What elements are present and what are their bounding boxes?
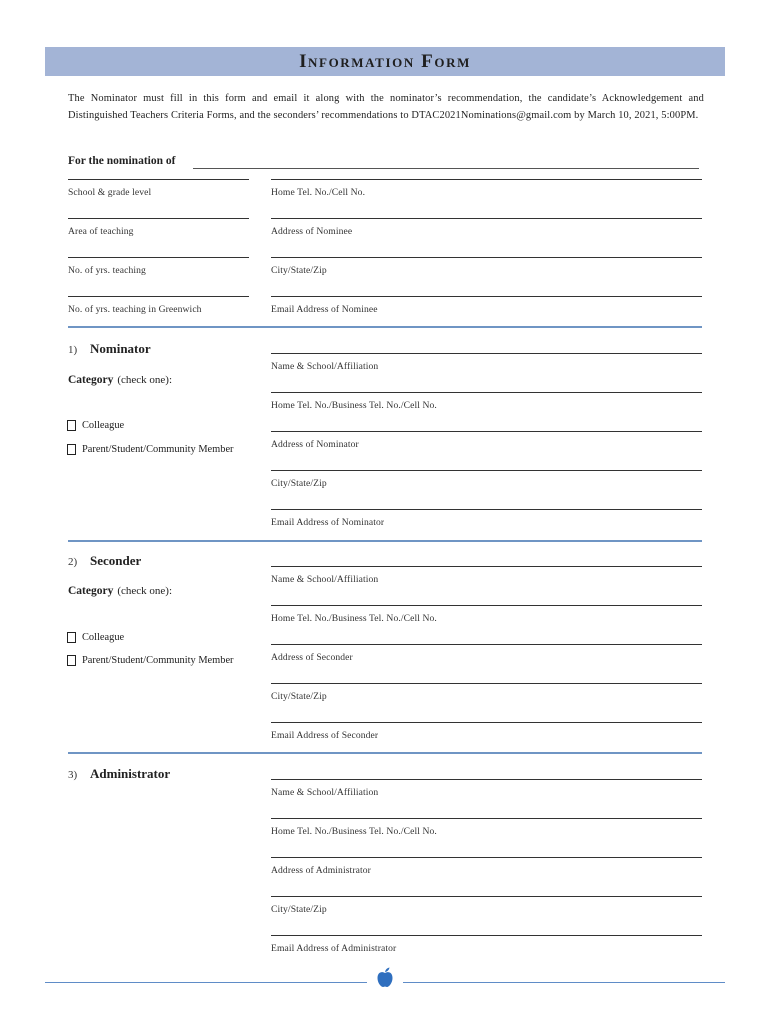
field-caption: City/State/Zip [271,904,327,915]
apple-icon [376,966,394,988]
section-number: 1) [68,344,78,356]
field-caption: No. of yrs. teaching [68,265,146,276]
checkbox[interactable] [67,420,76,431]
option-label: Parent/Student/Community Member [82,655,234,666]
years-greenwich-field[interactable] [68,296,249,315]
nomination-input[interactable] [193,168,699,169]
administrator-address-field[interactable] [271,857,702,876]
administrator-email-field[interactable] [271,935,702,954]
seconder-phone-field[interactable] [271,605,702,624]
field-caption: Home Tel. No./Business Tel. No./Cell No. [271,400,437,411]
field-caption: Email Address of Nominator [271,517,385,528]
area-of-teaching-field[interactable] [68,218,249,237]
section-divider [68,752,702,754]
field-caption: School & grade level [68,187,152,198]
option-label: Colleague [82,420,125,431]
seconder-category [68,585,172,597]
field-caption: City/State/Zip [271,265,327,276]
nominee-phone-field[interactable] [271,179,702,198]
page-title: Information Form [299,50,471,72]
category-label: Category [68,374,114,386]
nominator-phone-field[interactable] [271,392,702,411]
administrator-city-field[interactable] [271,896,702,915]
title-bar [45,47,725,76]
section-title: Administrator [90,766,171,781]
footer-rule-left [45,982,367,983]
category-note: (check one): [117,585,173,597]
section-divider [68,326,702,328]
section-title: Seconder [90,553,142,568]
nomination-row [68,155,704,167]
option-label: Colleague [82,632,125,643]
administrator-name-field[interactable] [271,779,702,798]
field-caption: Name & School/Affiliation [271,787,379,798]
nomination-label: For the nomination of [68,155,176,167]
category-label: Category [68,585,114,597]
school-grade-field[interactable] [68,179,249,198]
nominator-parent-option[interactable] [67,444,234,455]
nominator-email-field[interactable] [271,509,702,528]
nominator-colleague-option[interactable] [67,420,124,431]
nominator-heading [68,341,151,357]
intro-text: The Nominator must fill in this form and email it along with the nominator’s recommendation, the candidate’s Acknowledgement and Distinguished Teachers Criteria Forms, and the seconders’ recommendations to DTAC2021Nominations@gmail.com by March 10, 2021, 5:00PM. [68,93,704,121]
seconder-email-field[interactable] [271,722,702,741]
seconder-colleague-option[interactable] [67,632,124,643]
section-divider [68,540,702,542]
nominator-category [68,374,172,386]
category-note: (check one): [117,374,173,386]
field-caption: Email Address of Seconder [271,730,379,741]
checkbox[interactable] [67,655,76,666]
field-caption: Name & School/Affiliation [271,574,379,585]
administrator-heading [68,766,170,782]
field-caption: Email Address of Administrator [271,943,397,954]
field-caption: Address of Nominee [271,226,353,237]
field-caption: Address of Seconder [271,652,353,663]
years-teaching-field[interactable] [68,257,249,276]
field-caption: Name & School/Affiliation [271,361,379,372]
nominator-city-field[interactable] [271,470,702,489]
seconder-city-field[interactable] [271,683,702,702]
checkbox[interactable] [67,632,76,643]
field-caption: City/State/Zip [271,478,327,489]
field-caption: Area of teaching [68,226,134,237]
seconder-name-field[interactable] [271,566,702,585]
administrator-phone-field[interactable] [271,818,702,837]
footer-rule-right [403,982,725,983]
section-number: 2) [68,556,78,568]
section-number: 3) [68,769,78,781]
nominee-city-field[interactable] [271,257,702,276]
section-title: Nominator [90,341,151,356]
field-caption: Email Address of Nominee [271,304,378,315]
checkbox[interactable] [67,444,76,455]
field-caption: Home Tel. No./Business Tel. No./Cell No. [271,613,437,624]
field-caption: Address of Administrator [271,865,371,876]
field-caption: No. of yrs. teaching in Greenwich [68,304,202,315]
option-label: Parent/Student/Community Member [82,444,234,455]
field-caption: Address of Nominator [271,439,359,450]
nominator-name-field[interactable] [271,353,702,372]
seconder-parent-option[interactable] [67,655,234,666]
nominee-email-field[interactable] [271,296,702,315]
seconder-heading [68,553,141,569]
seconder-address-field[interactable] [271,644,702,663]
field-caption: Home Tel. No./Business Tel. No./Cell No. [271,826,437,837]
nominee-address-field[interactable] [271,218,702,237]
field-caption: Home Tel. No./Cell No. [271,187,366,198]
nominator-address-field[interactable] [271,431,702,450]
field-caption: City/State/Zip [271,691,327,702]
